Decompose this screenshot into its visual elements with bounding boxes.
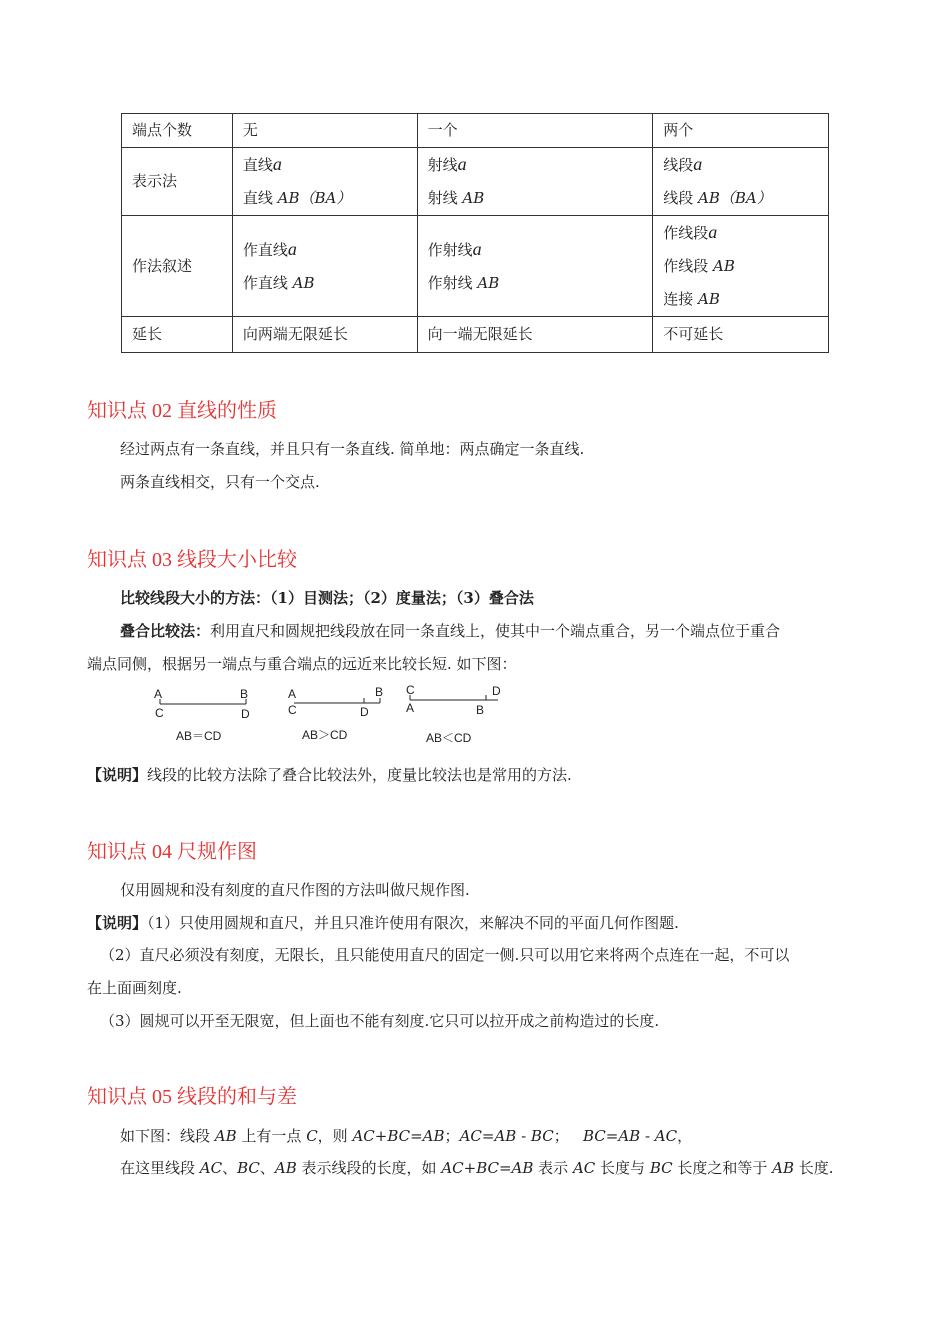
cell-text: 作射线: [427, 240, 473, 259]
paragraph: 端点同侧，根据另一端点与重合端点的远近来比较长短. 如下图：: [87, 655, 517, 673]
cell-math: （BA）: [719, 189, 772, 207]
cell-text: 射线: [427, 189, 458, 207]
cell-text: 连接: [663, 290, 694, 308]
table-cell: 端点个数: [122, 114, 233, 148]
cell-text: 直线: [242, 189, 273, 207]
table-cell: [232, 216, 417, 317]
overlap-text: 利用直尺和圆规把线段放在同一条直线上，使其中一个端点重合，另一个端点位于重合: [210, 622, 781, 640]
paragraph: [120, 1125, 692, 1146]
math: AC: [572, 1159, 596, 1177]
paragraph: （2）直尺必须没有刻度，无限长，且只能使用直尺的固定一侧.只可以用它来将两个点连在一起，不可以: [100, 946, 790, 964]
note-text: （1）只使用圆规和直尺，并且只准许使用有限次，来解决不同的平面几何作图题.: [147, 914, 679, 932]
point-label: A: [288, 687, 297, 701]
cell-text: 直线: [242, 156, 273, 174]
cell-math: AB: [698, 290, 720, 308]
segment-diagram-less: [400, 680, 520, 750]
text: 表示线段的长度，如: [296, 1159, 442, 1177]
paragraph: （3）圆规可以开至无限宽，但上面也不能有刻度.它只可以拉开成之前构造过的长度.: [100, 1012, 660, 1030]
segment-diagram-greater: [282, 684, 402, 748]
table-cell: 延长: [122, 317, 233, 353]
text: 、: [222, 1159, 238, 1177]
cell-math: AB: [713, 257, 735, 275]
text: ，则: [317, 1127, 353, 1145]
table-cell: 向一端无限延长: [417, 317, 653, 353]
table-row: [122, 148, 829, 216]
text: ；: [444, 1127, 460, 1145]
diagram-caption: AB＞CD: [302, 728, 348, 742]
cell-math: AB: [292, 273, 315, 292]
symbol-a: a: [693, 154, 703, 174]
overlap-label: 叠合比较法：: [120, 622, 211, 640]
text: 表示: [533, 1159, 573, 1177]
math: AB: [772, 1159, 794, 1177]
cell-math: AB: [477, 273, 500, 292]
cell-text: 线段: [663, 156, 694, 174]
cell-math: （BA）: [299, 189, 352, 207]
point-label: D: [241, 707, 250, 721]
symbol-a: a: [472, 238, 482, 259]
math: AC+BC=AB: [441, 1159, 534, 1177]
math: BC: [237, 1159, 260, 1177]
math: BC: [649, 1159, 673, 1177]
math: BC=AB - AC: [583, 1127, 678, 1145]
note-label: 【说明】: [87, 914, 148, 932]
section-02-title: 知识点 02 直线的性质: [87, 400, 277, 422]
point-label: C: [155, 706, 164, 720]
cell-math: AB: [277, 189, 300, 207]
text: 上有一点: [236, 1127, 307, 1145]
point-label: D: [492, 684, 501, 698]
table-cell: 无: [232, 114, 417, 148]
diagram-caption: AB＝CD: [176, 729, 222, 743]
text: 长度与: [595, 1159, 650, 1177]
table-cell: 向两端无限延长: [232, 317, 417, 353]
cell-text: 作直线: [242, 240, 288, 259]
math: AC+BC=AB: [352, 1127, 445, 1145]
diagram-caption: AB＜CD: [426, 731, 472, 745]
cell-text: 作线段: [663, 257, 709, 275]
math: AB: [214, 1127, 237, 1145]
point-label: C: [288, 703, 297, 717]
table-cell: 作法叙述: [122, 216, 233, 317]
paragraph: 在上面画刻度.: [87, 979, 182, 997]
table-cell: [653, 148, 829, 216]
math: AC=AB - BC: [459, 1127, 554, 1145]
table-cell: [417, 216, 653, 317]
text: 、: [259, 1159, 275, 1177]
table-cell: 一个: [417, 114, 653, 148]
paragraph: 两条直线相交，只有一个交点.: [120, 473, 320, 491]
point-label: B: [240, 687, 249, 701]
symbol-a: a: [287, 238, 297, 259]
segment-diagram-equal: [150, 684, 270, 748]
point-label: D: [360, 705, 369, 719]
text: ，: [677, 1127, 693, 1145]
paragraph: [120, 620, 780, 641]
cell-text: 射线: [427, 156, 458, 174]
table-cell: 表示法: [122, 148, 233, 216]
symbol-a: a: [457, 154, 467, 174]
note-label: 【说明】: [87, 766, 148, 784]
text: 如下图：线段: [120, 1127, 215, 1145]
math: AC: [199, 1159, 223, 1177]
table-cell: 不可延长: [653, 317, 829, 353]
table-cell: [417, 148, 653, 216]
point-label: A: [406, 701, 415, 715]
table-row: [122, 216, 829, 317]
text: 在这里线段: [120, 1159, 200, 1177]
section-05-title: 知识点 05 线段的和与差: [87, 1086, 297, 1108]
cell-text: 作线段: [663, 224, 709, 242]
comparison-table: [121, 113, 829, 353]
math: AB: [274, 1159, 297, 1177]
math: C: [306, 1127, 318, 1145]
section-03-title: 知识点 03 线段大小比较: [87, 549, 297, 571]
point-label: C: [406, 683, 415, 697]
cell-text: 线段: [663, 189, 694, 207]
section-04-title: 知识点 04 尺规作图: [87, 841, 257, 863]
point-label: A: [154, 687, 163, 701]
paragraph: 仅用圆规和没有刻度的直尺作图的方法叫做尺规作图.: [120, 881, 470, 899]
table-cell: 两个: [653, 114, 829, 148]
paragraph: 经过两点有一条直线，并且只有一条直线. 简单地：两点确定一条直线.: [120, 440, 585, 458]
note: [87, 764, 572, 785]
cell-math: AB: [462, 189, 485, 207]
table-row: [122, 317, 829, 353]
text: 长度之和等于: [672, 1159, 773, 1177]
text: ；: [553, 1127, 583, 1145]
table-cell: [653, 216, 829, 317]
methods-text: 比较线段大小的方法：（1）目测法；（2）度量法；（3）叠合法: [120, 589, 534, 607]
cell-math: AB: [698, 189, 720, 207]
symbol-a: a: [272, 154, 282, 174]
note: [87, 912, 679, 933]
table-row: [122, 114, 829, 148]
symbol-a: a: [708, 222, 718, 242]
table-cell: [232, 148, 417, 216]
paragraph: [120, 1157, 834, 1178]
cell-text: 作射线: [427, 273, 473, 292]
point-label: B: [476, 703, 485, 717]
text: 长度.: [794, 1159, 834, 1177]
note-text: 线段的比较方法除了叠合比较法外，度量比较法也是常用的方法.: [147, 766, 572, 784]
point-label: B: [375, 685, 384, 699]
cell-text: 作直线: [242, 273, 288, 292]
